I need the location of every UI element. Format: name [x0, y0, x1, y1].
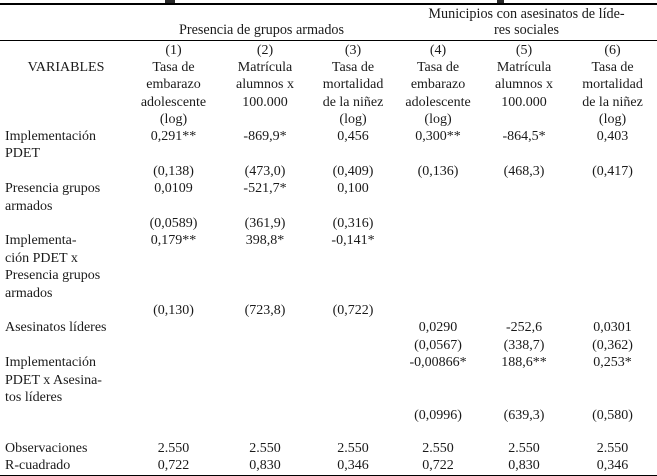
group-header-left — [127, 4, 396, 41]
estimate-cell: 0,179** — [150, 233, 197, 249]
estimate-cell: 398,8* — [245, 233, 285, 249]
column-header-5 — [480, 41, 568, 129]
estimate-cell: 0,291** — [150, 129, 197, 145]
se-cell: (0,0589) — [149, 216, 198, 232]
stat-cell: 0,722 — [396, 457, 480, 475]
estimate-cell — [220, 319, 310, 336]
column-header-row — [0, 41, 657, 129]
se-cell — [220, 407, 310, 424]
se-cell — [220, 337, 310, 354]
se-row — [0, 215, 657, 232]
column-number: (1) — [165, 43, 182, 58]
column-title-line: 100.000 — [501, 94, 547, 110]
column-number: (4) — [429, 43, 447, 58]
se-cell: (473,0) — [244, 163, 286, 179]
stat-label: Observaciones — [5, 440, 88, 456]
se-cell — [480, 215, 568, 232]
stat-cell: 2.550 — [157, 440, 190, 456]
se-row — [0, 163, 657, 180]
se-cell — [310, 407, 396, 424]
estimate-row-pdet-x-presencia — [0, 232, 657, 302]
estimate-cell: -0,00866* — [409, 355, 467, 371]
cropped-text-fragment — [165, 0, 175, 3]
row-label: Implementación PDET x Asesina- tos líderes — [5, 355, 102, 406]
group-header-right — [396, 4, 657, 41]
se-cell — [127, 337, 220, 354]
se-cell — [568, 302, 657, 319]
se-row — [0, 337, 657, 354]
column-number: (2) — [256, 43, 274, 58]
estimate-row-pdet-x-asesinatos — [0, 354, 657, 406]
estimate-cell: -869,9* — [243, 129, 287, 145]
stat-cell: 2.550 — [249, 440, 281, 456]
se-cell: (0,409) — [332, 163, 374, 179]
column-title-line: alumnos x — [495, 77, 553, 93]
estimate-cell: 0,456 — [337, 129, 369, 145]
se-cell: (0,130) — [153, 303, 194, 319]
se-cell: (0,580) — [592, 407, 633, 423]
estimate-cell: -521,7* — [243, 181, 287, 197]
se-cell: (338,7) — [503, 337, 545, 353]
se-cell — [127, 407, 220, 424]
column-number: (6) — [604, 43, 621, 58]
column-title-line: 100.000 — [242, 94, 288, 110]
estimate-cell: 0,0109 — [154, 181, 193, 197]
column-header-2 — [220, 41, 310, 129]
stat-cell: 0,830 — [480, 457, 568, 475]
stat-cell: 2.550 — [422, 440, 454, 456]
se-cell: (639,3) — [503, 407, 545, 423]
estimate-cell: -0,141* — [331, 233, 375, 249]
se-row — [0, 302, 657, 319]
column-title-line: adolescente — [140, 94, 207, 110]
column-title-line: Tasa de — [591, 60, 634, 76]
column-title-line: Tasa de — [416, 60, 460, 76]
estimate-cell — [127, 354, 220, 406]
column-title-line: embarazo — [146, 77, 201, 93]
column-title-line: (log) — [424, 111, 452, 127]
se-cell — [310, 337, 396, 354]
column-header-1 — [127, 41, 220, 129]
estimate-cell — [396, 232, 480, 302]
estimate-cell — [220, 354, 310, 406]
estimate-cell: 0,300** — [415, 129, 461, 145]
group-header-right-line-2: res sociales — [494, 22, 560, 38]
estimate-row-presencia-grupos — [0, 180, 657, 215]
estimate-cell: 0,0290 — [418, 320, 458, 336]
group-header-empty-cell — [0, 4, 127, 41]
se-cell: (0,722) — [332, 303, 374, 319]
estimate-cell — [568, 232, 657, 302]
variables-label: VARIABLES — [27, 60, 105, 76]
se-cell — [568, 215, 657, 232]
column-title-line: de la niñez — [322, 94, 384, 110]
estimate-row-implementacion-pdet — [0, 128, 657, 163]
stat-cell: 0,346 — [310, 457, 396, 475]
column-title-line: embarazo — [410, 77, 466, 93]
estimate-cell — [127, 319, 220, 336]
estimate-cell: 0,253* — [593, 355, 632, 371]
se-cell — [480, 302, 568, 319]
estimate-cell — [310, 319, 396, 336]
column-number: (5) — [515, 43, 533, 58]
se-cell: (723,8) — [244, 303, 286, 319]
estimate-cell — [480, 180, 568, 215]
stat-cell: 2.550 — [337, 440, 369, 456]
row-label: Asesinatos líderes — [5, 320, 107, 336]
column-title-line: (log) — [598, 111, 627, 127]
stat-label: R-cuadrado — [0, 457, 127, 475]
group-header-row — [0, 4, 657, 41]
column-title-line: (log) — [339, 111, 367, 127]
se-cell: (0,362) — [592, 337, 633, 353]
group-header-right-line-1: Municipios con asesinatos de líde- — [428, 6, 625, 22]
estimate-cell — [480, 232, 568, 302]
stat-cell: 2.550 — [596, 440, 629, 456]
estimate-cell — [396, 180, 480, 215]
se-cell: (0,0567) — [414, 337, 462, 353]
estimate-cell: 0,403 — [596, 129, 629, 145]
stat-cell: 0,346 — [568, 457, 657, 475]
cropped-text-fragment — [497, 0, 504, 3]
estimate-cell: -864,5* — [502, 129, 546, 145]
stat-cell: 2.550 — [508, 440, 540, 456]
column-title-line: de la niñez — [582, 94, 643, 110]
column-title-line: adolescente — [405, 94, 471, 110]
se-cell — [396, 302, 480, 319]
variables-header-cell — [0, 41, 127, 129]
stat-cell: 0,722 — [127, 457, 220, 475]
column-header-6 — [568, 41, 657, 129]
column-header-4 — [396, 41, 480, 129]
regression-table — [0, 3, 657, 476]
stat-cell: 0,830 — [220, 457, 310, 475]
observations-row — [0, 440, 657, 457]
row-label: Implementación PDET — [5, 129, 96, 162]
se-cell: (0,316) — [332, 216, 374, 232]
estimate-cell: 0,100 — [337, 181, 369, 197]
se-cell: (0,138) — [153, 163, 194, 179]
column-title-line: mortalidad — [322, 77, 384, 93]
estimate-cell — [310, 354, 396, 406]
column-title-line: (log) — [159, 111, 188, 127]
estimate-row-asesinatos-lideres — [0, 319, 657, 336]
spacer-row — [0, 424, 657, 440]
column-number: (3) — [344, 43, 362, 58]
group-header-left-line: Presencia de grupos armados — [178, 22, 345, 38]
se-cell — [396, 215, 480, 232]
row-label: Implementa- ción PDET x Presencia grupos armados — [5, 233, 101, 301]
column-title-line: mortalidad — [582, 77, 643, 93]
se-row — [0, 407, 657, 424]
se-cell: (0,0996) — [414, 407, 462, 423]
column-title-line: Tasa de — [331, 60, 375, 76]
column-title-line: alumnos x — [236, 77, 294, 93]
se-cell: (468,3) — [503, 163, 545, 179]
estimate-cell: -252,6 — [505, 320, 543, 336]
row-label: Presencia grupos armados — [5, 181, 101, 214]
se-cell: (0,417) — [592, 163, 633, 179]
column-title-line: Matrícula — [496, 60, 552, 76]
column-header-3 — [310, 41, 396, 129]
estimate-cell — [568, 180, 657, 215]
se-cell: (0,136) — [417, 163, 459, 179]
estimate-cell: 188,6** — [501, 355, 547, 371]
estimate-cell: 0,0301 — [593, 320, 632, 336]
column-title-line: Tasa de — [152, 60, 195, 76]
se-cell: (361,9) — [244, 216, 286, 232]
r-squared-row — [0, 457, 657, 475]
column-title-line: Matrícula — [237, 60, 293, 76]
